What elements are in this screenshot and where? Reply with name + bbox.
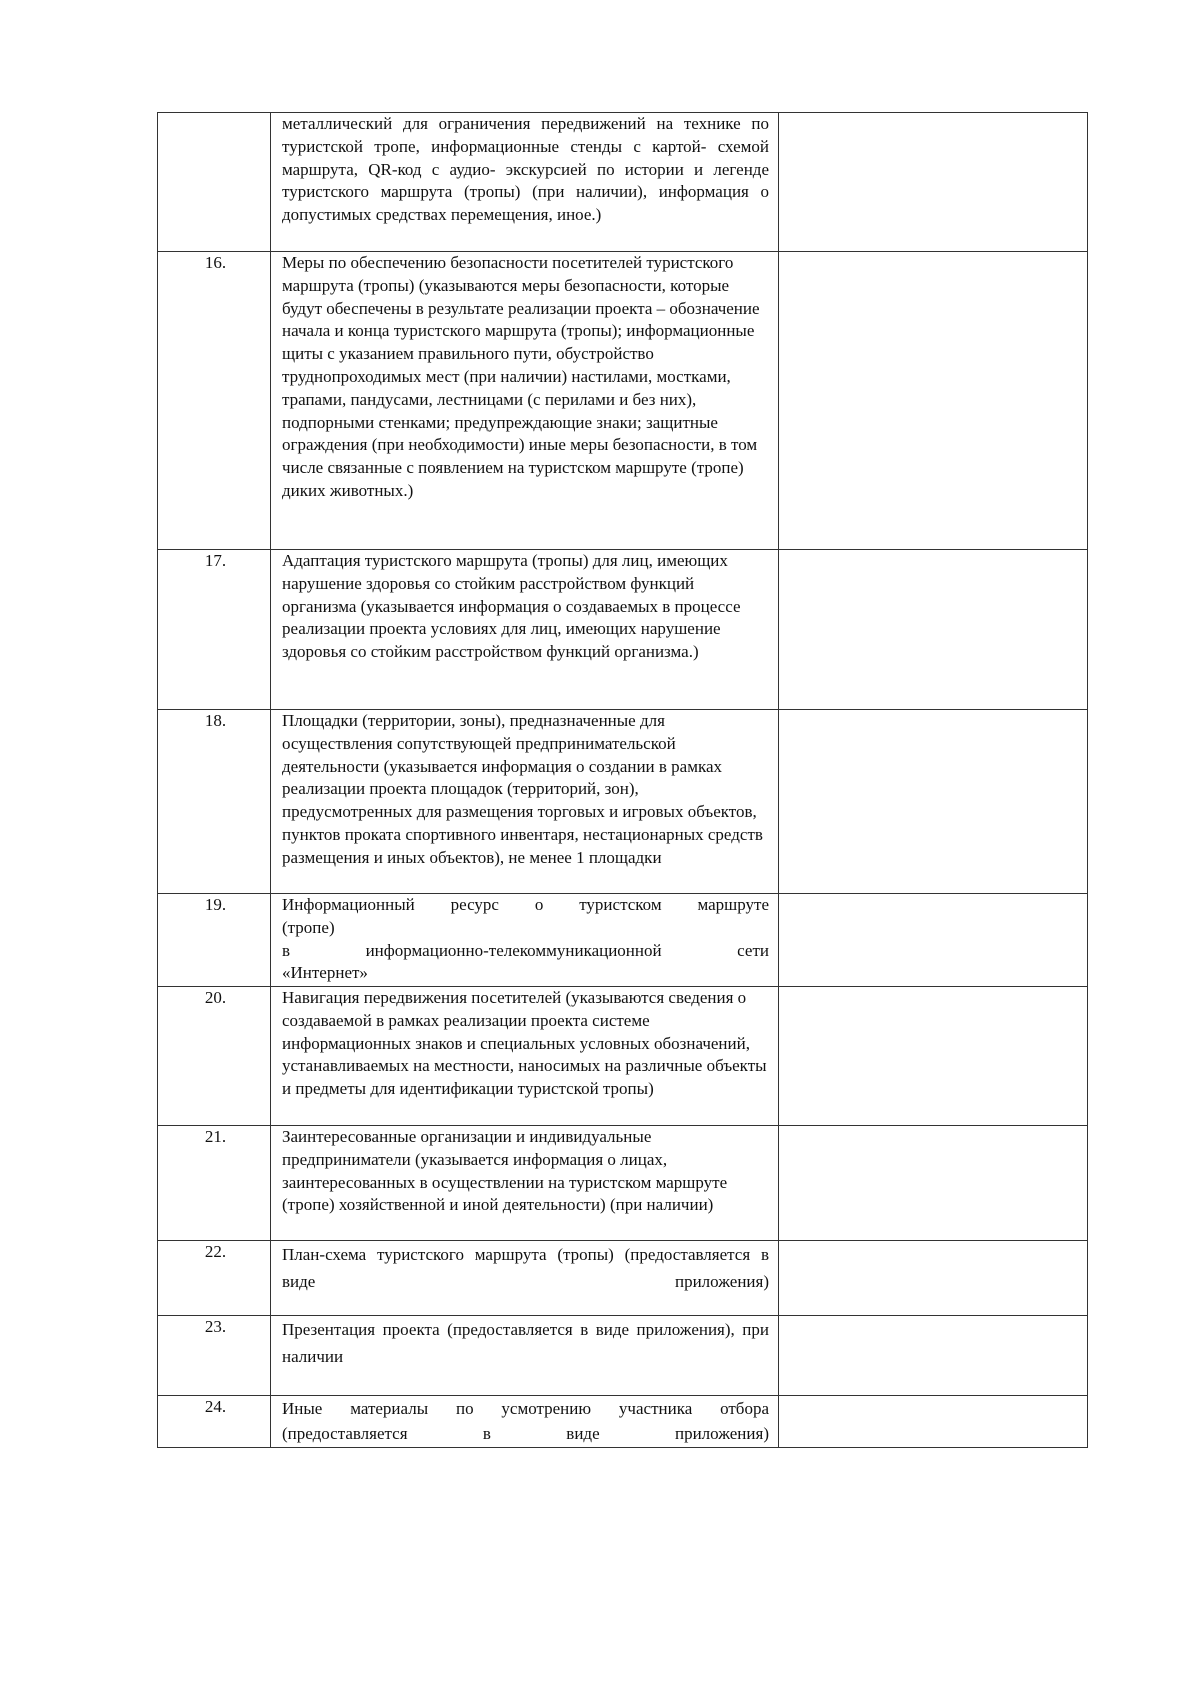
row-number: 17.: [204, 551, 227, 570]
row-description: Иные материалы по усмотрению участника отбора (предоставляется в виде приложения): [282, 1399, 769, 1443]
row-number-cell: [158, 1126, 271, 1241]
table-row: [158, 710, 1088, 894]
row-value-cell[interactable]: [779, 987, 1088, 1126]
row-number-cell: [158, 1396, 271, 1448]
table-row: [158, 894, 1088, 987]
row-value-cell[interactable]: [779, 1241, 1088, 1316]
row-number: 22.: [204, 1242, 227, 1261]
row-description-cell: [271, 987, 779, 1126]
row-number: 18.: [204, 711, 227, 730]
row-description-cell: [271, 252, 779, 550]
row-description: Адаптация туристского маршрута (тропы) для лиц, имеющих нарушение здоровья со стойким расстройством функций организма (указывается информация о создаваемых в процессе реализации проекта условиях для лиц, имеющих нарушение здоровья со стойким расстройством функций организма.): [282, 551, 741, 662]
row-number-cell: [158, 1241, 271, 1316]
table-row: [158, 987, 1088, 1126]
row-number: 16.: [204, 253, 227, 272]
row-value-cell[interactable]: [779, 113, 1088, 252]
row-number: 19.: [204, 895, 227, 914]
row-value-cell[interactable]: [779, 550, 1088, 710]
row-number: 24.: [204, 1397, 227, 1416]
row-description-line: (тропе): [282, 917, 335, 937]
row-description-line: «Интернет»: [282, 963, 368, 983]
row-description-cell: [271, 1396, 779, 1448]
row-description-cell: [271, 1126, 779, 1241]
row-number-cell: [158, 710, 271, 894]
row-number-cell: [158, 1316, 271, 1396]
row-description-line: Информационный ресурс о туристском маршруте: [282, 895, 769, 914]
row-description: Заинтересованные организации и индивидуальные предприниматели (указывается информация о лицах, заинтересованных в осуществлении на туристском маршруте (тропе) хозяйственной и иной деятельности) (при наличии): [282, 1127, 728, 1215]
table-row: [158, 1241, 1088, 1316]
table-row: [158, 252, 1088, 550]
row-description: металлический для ограничения передвижений на технике по туристской тропе, информационные стенды с картой- схемой маршрута, QR-код с аудио- экскурсией по истории и легенде туристского маршрута (тропы) (при наличии), информация о допустимых средствах перемещения, иное.): [282, 114, 769, 225]
row-number: 20.: [204, 988, 227, 1007]
row-description: Меры по обеспечению безопасности посетителей туристского маршрута (тропы) (указываются меры безопасности, которые будут обеспечены в результате реализации проекта – обозначение начала и конца туристского маршрута (тропы); информационные щиты с указанием правильного пути, обустройство труднопроходимых мест (при наличии) настилами, мостками, трапами, пандусами, лестницами (с перилами и без них), подпорными стенками; предупреждающие знаки; защитные ограждения (при необходимости) иные меры безопасности, в том числе связанные с появлением на туристском маршруте (тропе) диких животных.): [282, 253, 760, 500]
document-table: [157, 112, 1088, 1448]
table-row: [158, 113, 1088, 252]
row-description-cell: [271, 1241, 779, 1316]
row-value-cell[interactable]: [779, 1316, 1088, 1396]
row-value-cell[interactable]: [779, 894, 1088, 987]
row-description: Навигация передвижения посетителей (указываются сведения о создаваемой в рамках реализации проекта системе информационных знаков и специальных условных обозначений, устанавливаемых на местности, наносимых на различные объекты и предметы для идентификации туристской тропы): [282, 988, 767, 1099]
row-description: План-схема туристского маршрута (тропы) (предоставляется в виде приложения): [282, 1245, 769, 1291]
row-number-cell: [158, 987, 271, 1126]
row-number-cell: [158, 113, 271, 252]
row-value-cell[interactable]: [779, 252, 1088, 550]
row-number-cell: [158, 550, 271, 710]
table-row: [158, 1316, 1088, 1396]
table-row: [158, 550, 1088, 710]
row-description-cell: [271, 1316, 779, 1396]
row-value-cell[interactable]: [779, 1396, 1088, 1448]
table-row: [158, 1396, 1088, 1448]
row-number: 21.: [204, 1127, 227, 1146]
table-row: [158, 1126, 1088, 1241]
row-number-cell: [158, 894, 271, 987]
row-value-cell[interactable]: [779, 1126, 1088, 1241]
row-number-cell: [158, 252, 271, 550]
row-description: Площадки (территории, зоны), предназначенные для осуществления сопутствующей предпринимательской деятельности (указывается информация о создании в рамках реализации проекта площадок (территорий, зон), предусмотренных для размещения торговых и игровых объектов, пунктов проката спортивного инвентаря, нестационарных средств размещения и иных объектов), не менее 1 площадки: [282, 711, 763, 867]
row-number: 23.: [204, 1317, 227, 1336]
row-description-cell: [271, 894, 779, 987]
row-description: Презентация проекта (предоставляется в виде приложения), при наличии: [282, 1320, 769, 1366]
row-description-cell: [271, 113, 779, 252]
row-value-cell[interactable]: [779, 710, 1088, 894]
row-description-cell: [271, 710, 779, 894]
row-description-line: в информационно-телекоммуникационной сети: [282, 940, 769, 960]
row-description-cell: [271, 550, 779, 710]
